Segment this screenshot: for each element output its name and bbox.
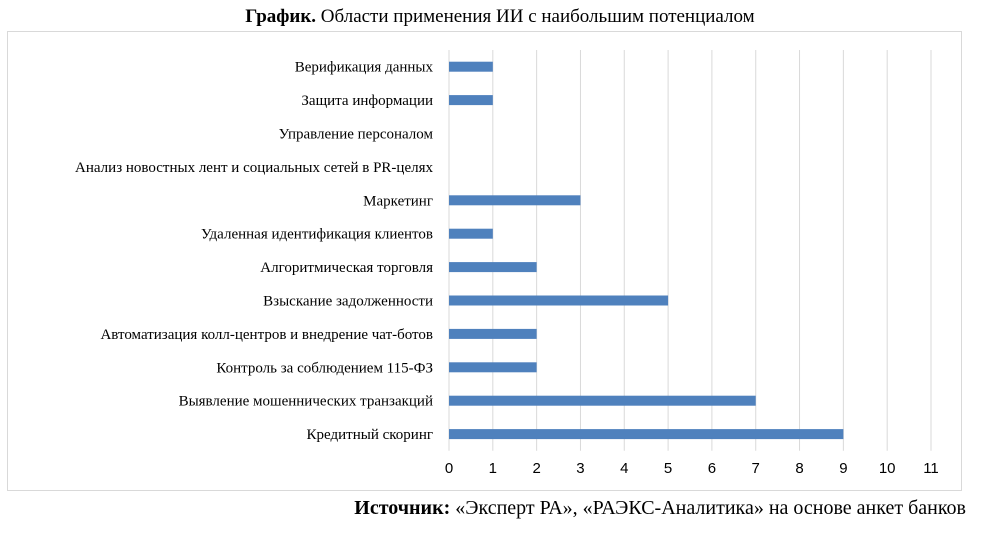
bar bbox=[449, 95, 493, 105]
bar bbox=[449, 429, 843, 439]
category-label: Анализ новостных лент и социальных сетей в PR-целях bbox=[75, 159, 433, 176]
category-label: Защита информации bbox=[301, 93, 433, 110]
source-prefix: Источник: bbox=[354, 497, 451, 519]
category-label: Автоматизация колл-центров и внедрение чат-ботов bbox=[100, 326, 433, 343]
chart-title-prefix: График. bbox=[245, 6, 317, 27]
bar bbox=[449, 329, 537, 339]
bar bbox=[449, 195, 580, 205]
x-tick-label: 7 bbox=[751, 459, 760, 477]
category-label: Взыскание задолженности bbox=[263, 293, 433, 310]
chart-title-text: Области применения ИИ с наибольшим потенциалом bbox=[316, 6, 755, 27]
bar bbox=[449, 362, 537, 372]
bar bbox=[449, 229, 493, 239]
x-tick-label: 4 bbox=[620, 459, 629, 477]
x-tick-label: 6 bbox=[707, 459, 717, 477]
category-label: Алгоритмическая торговля bbox=[260, 260, 433, 277]
bar bbox=[449, 262, 537, 272]
category-label: Маркетинг bbox=[363, 193, 433, 210]
x-tick-label: 0 bbox=[444, 459, 454, 477]
x-tick-label: 10 bbox=[878, 459, 896, 477]
category-label: Удаленная идентификация клиентов bbox=[201, 226, 433, 243]
x-tick-label: 3 bbox=[576, 459, 585, 477]
x-tick-label: 2 bbox=[532, 459, 541, 477]
source-note bbox=[354, 495, 966, 521]
x-tick-label: 8 bbox=[795, 459, 804, 477]
x-tick-label: 1 bbox=[488, 459, 497, 477]
category-label: Выявление мошеннических транзакций bbox=[178, 393, 433, 410]
bar bbox=[449, 396, 756, 406]
bar bbox=[449, 62, 493, 72]
bar bbox=[449, 296, 668, 306]
category-label: Управление персоналом bbox=[278, 126, 433, 143]
category-label: Кредитный скоринг bbox=[306, 427, 433, 444]
x-tick-label: 5 bbox=[663, 459, 673, 477]
x-tick-label: 9 bbox=[839, 459, 848, 477]
category-label: Верификация данных bbox=[294, 59, 433, 76]
x-tick-label: 11 bbox=[923, 459, 939, 477]
category-label: Контроль за соблюдением 115-ФЗ bbox=[216, 360, 433, 377]
source-text: «Эксперт РА», «РАЭКС-Аналитика» на основе анкет банков bbox=[450, 497, 966, 519]
